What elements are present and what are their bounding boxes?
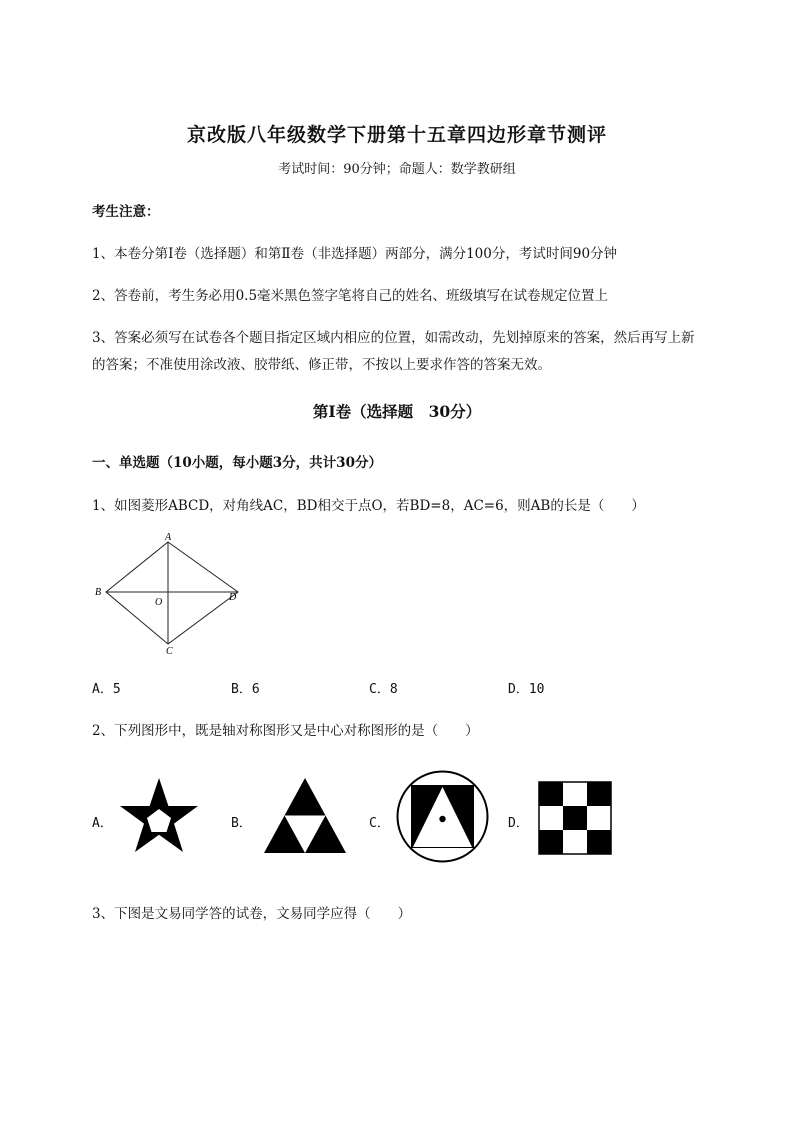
page-title: 京改版八年级数学下册第十五章四边形章节测评	[186, 124, 607, 146]
vertex-label-b: B	[95, 587, 102, 598]
question-2-stem: 2、下列图形中，既是轴对称图形又是中心对称图形的是（ ）	[92, 723, 479, 739]
triangle-with-inverted-triangle-hole-icon	[262, 775, 348, 855]
part-heading: 一、单选题（10小题，每小题3分，共计30分）	[92, 455, 382, 471]
center-label-o: O	[155, 597, 163, 608]
question-1-option-d[interactable]: D．10	[508, 682, 545, 697]
vertex-label-d: D	[229, 592, 237, 603]
notice-item: 的答案；不准使用涂改液、胶带纸、修正带，不按以上要求作答的答案无效。	[92, 357, 551, 373]
question-1-option-b[interactable]: B．6	[231, 682, 260, 697]
question-3-stem: 3、下图是文易同学答的试卷，文易同学应得（ ）	[92, 906, 412, 922]
checkerboard-square-icon	[538, 781, 612, 855]
section-title: 第I卷（选择题 30分）	[312, 402, 482, 421]
notice-heading: 考生注意：	[92, 204, 160, 220]
question-2-option-c[interactable]: C．	[369, 816, 390, 831]
vertex-label-a: A	[165, 532, 172, 543]
vertex-label-c: C	[166, 646, 173, 657]
notice-item: 2、答卷前，考生务必用0.5毫米黑色签字笔将自己的姓名、班级填写在试卷规定位置上	[92, 288, 609, 304]
question-2-option-a[interactable]: A．	[92, 816, 113, 831]
rhombus-figure	[88, 532, 248, 657]
notice-item: 3、答案必须写在试卷各个题目指定区域内相应的位置，如需改动，先划掉原来的答案，然后再写上新	[92, 330, 695, 346]
exam-info: 考试时间：90分钟；命题人：数学教研组	[278, 162, 516, 177]
question-1-stem: 1、如图菱形ABCD，对角线AC，BD相交于点O，若BD=8，AC=6，则AB的长是（ ）	[92, 498, 645, 514]
notice-item: 1、本卷分第I卷（选择题）和第Ⅱ卷（非选择题）两部分，满分100分，考试时间90分钟	[92, 246, 618, 262]
question-2-option-d[interactable]: D．	[508, 816, 529, 831]
star-with-pentagon-hole-icon	[118, 775, 200, 855]
circle-square-triangle-dot-icon	[395, 769, 490, 864]
question-1-option-c[interactable]: C．8	[369, 682, 398, 697]
question-2-option-b[interactable]: B．	[231, 816, 252, 831]
question-1-option-a[interactable]: A．5	[92, 682, 121, 697]
